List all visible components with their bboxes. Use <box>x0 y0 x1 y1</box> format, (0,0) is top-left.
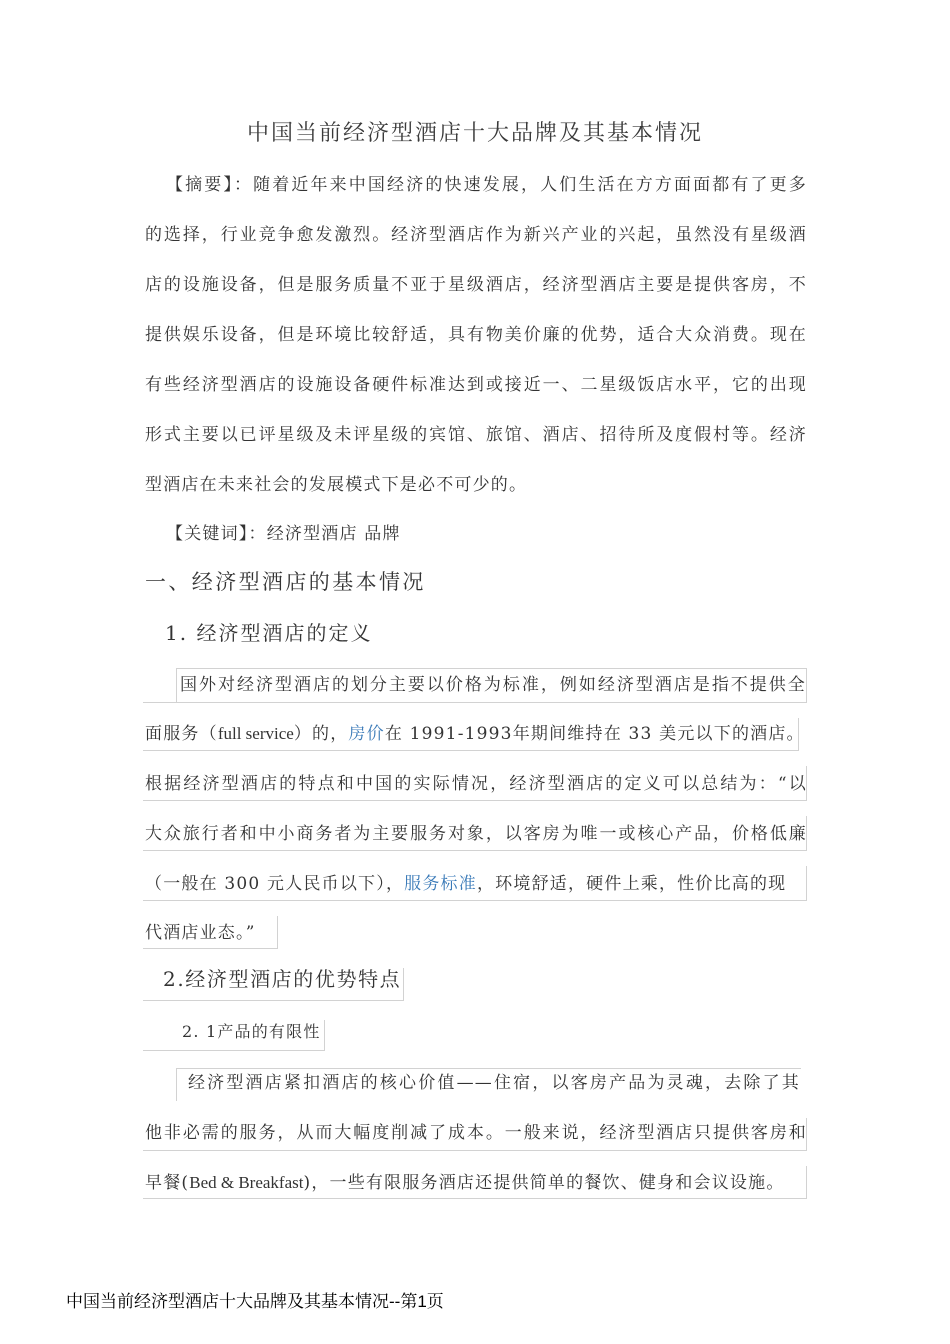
definition-text: （一般在 300 元人民币以下）， <box>145 874 405 894</box>
subsection-heading-1-2: 2.经济型酒店的优势特点 <box>163 967 402 991</box>
definition-line-2 <box>145 723 805 745</box>
abstract-line-2: 的选择，行业竞争愈发激烈。经济型酒店作为新兴产业的兴起，虽然没有星级酒 <box>145 225 807 245</box>
page-footer: 中国当前经济型酒店十大品牌及其基本情况--第1页 <box>66 1292 444 1311</box>
service-standard-link[interactable]: 服务标准 <box>404 874 477 894</box>
definition-text: 在 1991-1993年期间维持在 33 美元以下的酒店。 <box>384 724 805 744</box>
definition-line-5 <box>145 873 786 895</box>
limited-product-line-1: 经济型酒店紧扣酒店的核心价值——住宿，以客房产品为灵魂，去除了其 <box>188 1073 800 1093</box>
definition-text: ）的， <box>293 724 349 744</box>
definition-line-3: 根据经济型酒店的特点和中国的实际情况，经济型酒店的定义可以总结为：“以 <box>145 774 807 794</box>
room-price-link[interactable]: 房价 <box>348 724 385 744</box>
abstract-line-3: 店的设施设备，但是服务质量不亚于星级酒店，经济型酒店主要是提供客房，不 <box>145 275 807 295</box>
definition-line-6: 代酒店业态。” <box>145 923 256 943</box>
abstract-line-7: 型酒店在未来社会的发展模式下是必不可少的。 <box>145 475 528 495</box>
subsection-heading-1-2-1: 2. 1产品的有限性 <box>182 1022 321 1041</box>
limited-product-text: 早餐( <box>145 1173 190 1193</box>
definition-line-4: 大众旅行者和中小商务者为主要服务对象，以客房为唯一或核心产品，价格低廉 <box>145 824 807 844</box>
bed-breakfast-term: Bed & Breakfast <box>189 1173 304 1192</box>
keywords: 【关键词】：经济型酒店 品牌 <box>166 524 401 544</box>
limited-product-text: )，一些有限服务酒店还提供简单的餐饮、健身和会议设施。 <box>303 1173 785 1193</box>
abstract-line-4: 提供娱乐设备，但是环境比较舒适，具有物美价廉的优势，适合大众消费。现在 <box>145 325 807 345</box>
limited-product-line-3 <box>145 1172 785 1194</box>
document-title: 中国当前经济型酒店十大品牌及其基本情况 <box>246 121 703 146</box>
definition-line-1: 国外对经济型酒店的划分主要以价格为标准，例如经济型酒店是指不提供全 <box>180 675 806 695</box>
limited-product-line-2: 他非必需的服务，从而大幅度削减了成本。一般来说，经济型酒店只提供客房和 <box>145 1123 807 1143</box>
abstract-line-1: 【摘要】：随着近年来中国经济的快速发展，人们生活在方方面面都有了更多 <box>166 175 807 195</box>
subsection-heading-1-1: 1. 经济型酒店的定义 <box>165 621 373 645</box>
section-heading-1: 一、经济型酒店的基本情况 <box>145 570 426 594</box>
abstract-line-6: 形式主要以已评星级及未评星级的宾馆、旅馆、酒店、招待所及度假村等。经济 <box>145 425 807 445</box>
definition-english-term: full service <box>217 724 294 743</box>
definition-text: ，环境舒适，硬件上乘，性价比高的现 <box>476 874 787 894</box>
definition-text: 面服务（ <box>145 724 218 744</box>
abstract-line-5: 有些经济型酒店的设施设备硬件标准达到或接近一、二星级饭店水平，它的出现 <box>145 375 807 395</box>
